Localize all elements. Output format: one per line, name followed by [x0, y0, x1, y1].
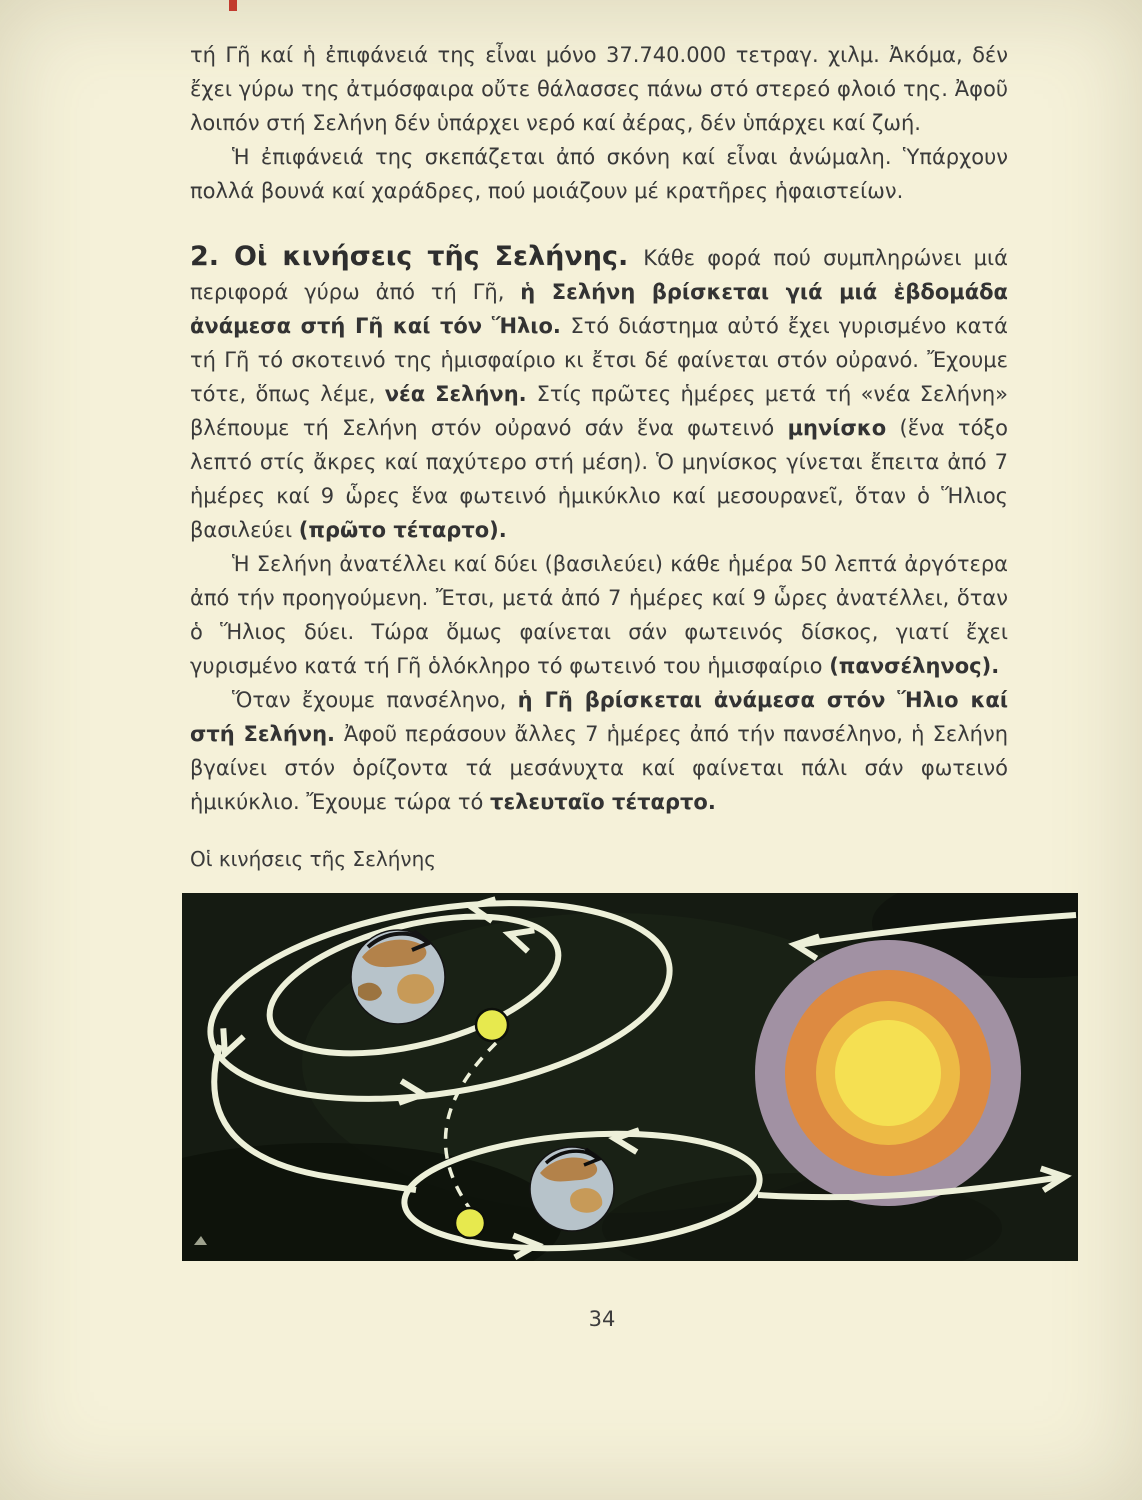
body-text: τή Γῆ καί ἡ ἐπιφάνειά της εἶναι μόνο 37.740.000 τετραγ. χιλμ. Ἀκόμα, δέν ἔχει γύρω της ἀτμόσφαιρα οὔτε θάλασσες πάνω στό στερεό φλοιό της. Ἀφοῦ λοιπόν στή Σελήνη δέν ὑπάρχει νερό καί ἀέρας, δέν ὑπάρχει καί ζωή. [190, 43, 1015, 135]
body-text: Ἀφοῦ περάσουν ἄλλες 7 ἡμέρες ἀπό τήν πανσέληνο, ἡ Σελήνη βγαίνει στόν ὁρίζοντα τά μεσάνυχτα καί φαίνεται πάλι σάν φωτεινό ἡμικύκλιο. Ἔχουμε τώρα τό [190, 722, 1015, 814]
paragraph-full-moon [190, 683, 1016, 819]
moon-second [455, 1208, 485, 1238]
sun-core [835, 1020, 941, 1126]
section-heading: 2. Οἱ κινήσεις τῆς Σελήνης. [190, 241, 644, 272]
page-number: 34 [588, 1307, 616, 1331]
bold-text: νέα Σελήνη. [384, 382, 537, 406]
section-paragraph-moon-movements [190, 240, 1016, 547]
bold-text: (πανσέληνος). [829, 654, 1000, 678]
paragraph-moonrise [190, 547, 1015, 683]
bold-text: ἡ Σελήνη βρίσκεται γιά μιά ἑβδομάδα ἀνάμεσα στή Γῆ καί τόν Ἥλιο. [190, 280, 1016, 338]
body-text: Στό διάστημα αὐτό ἔχει γυρισμένο κατά τή Γῆ τό σκοτεινό της ἡμισφαίριο κι ἔτσι δέ φαίνεται στόν οὐρανό. Ἔχουμε τότε, ὅπως λέμε, [190, 314, 1015, 406]
body-text: Ὅταν ἔχουμε πανσέληνο, [232, 688, 518, 712]
bold-text: μηνίσκο [787, 416, 887, 440]
earth-first [351, 930, 445, 1024]
body-text: Ἡ ἐπιφάνειά της σκεπάζεται ἀπό σκόνη καί εἶναι ἀνώμαλη. Ὑπάρχουν πολλά βουνά καί χαράδρες, πού μοιάζουν μέ κρατῆρες ἡφαιστείων. [190, 145, 1015, 203]
earth-second [530, 1147, 614, 1231]
bold-text: (πρῶτο τέταρτο). [298, 518, 507, 542]
bold-text: ἡ Γῆ βρίσκεται ἀνάμεσα στόν Ἥλιο καί στή Σελήνη. [190, 688, 1016, 746]
body-text: Ἡ Σελήνη ἀνατέλλει καί δύει (βασιλεύει) κάθε ἡμέρα 50 λεπτά ἀργότερα ἀπό τήν προηγούμενη. Ἔτσι, μετά ἀπό 7 ἡμέρες καί 9 ὧρες ἀνατέλλει, ὅταν ὁ Ἥλιος δύει. Τώρα ὅμως φαίνεται σάν φωτεινός δίσκος, γιατί ἔχει γυρισμένο κατά τή Γῆ ὁλόκληρο τό φωτεινό του ἡμισφαίριο [190, 552, 1015, 678]
sun [755, 940, 1021, 1206]
paragraph-moon-surface-intro [190, 38, 1015, 140]
figure-caption: Οἱ κινήσεις τῆς Σελήνης [190, 847, 436, 871]
body-text: Κάθε φορά πού συμπληρώνει μιά περιφορά γύρω ἀπό τή Γῆ, [190, 246, 1015, 304]
bold-text: τελευταῖο τέταρτο. [490, 790, 716, 814]
body-text: (ἕνα τόξο λεπτό στίς ἄκρες καί παχύτερο στή μέση). Ὁ μηνίσκος γίνεται ἔπειτα ἀπό 7 ἡμέρες καί 9 ὧρες ἕνα φωτεινό ἡμικύκλιο καί μεσουρανεῖ, ὅταν ὁ Ἥλιος βασιλεύει [190, 416, 1015, 542]
moon-movements-illustration [182, 893, 1078, 1261]
paragraph-moon-surface [190, 140, 1015, 208]
text-column [190, 0, 1016, 1261]
body-text: Στίς πρῶτες ἡμέρες μετά τή «νέα Σελήνη» βλέπουμε τή Σελήνη στόν οὐρανό σάν ἕνα φωτεινό [190, 382, 1015, 440]
moon-first [476, 1009, 508, 1041]
